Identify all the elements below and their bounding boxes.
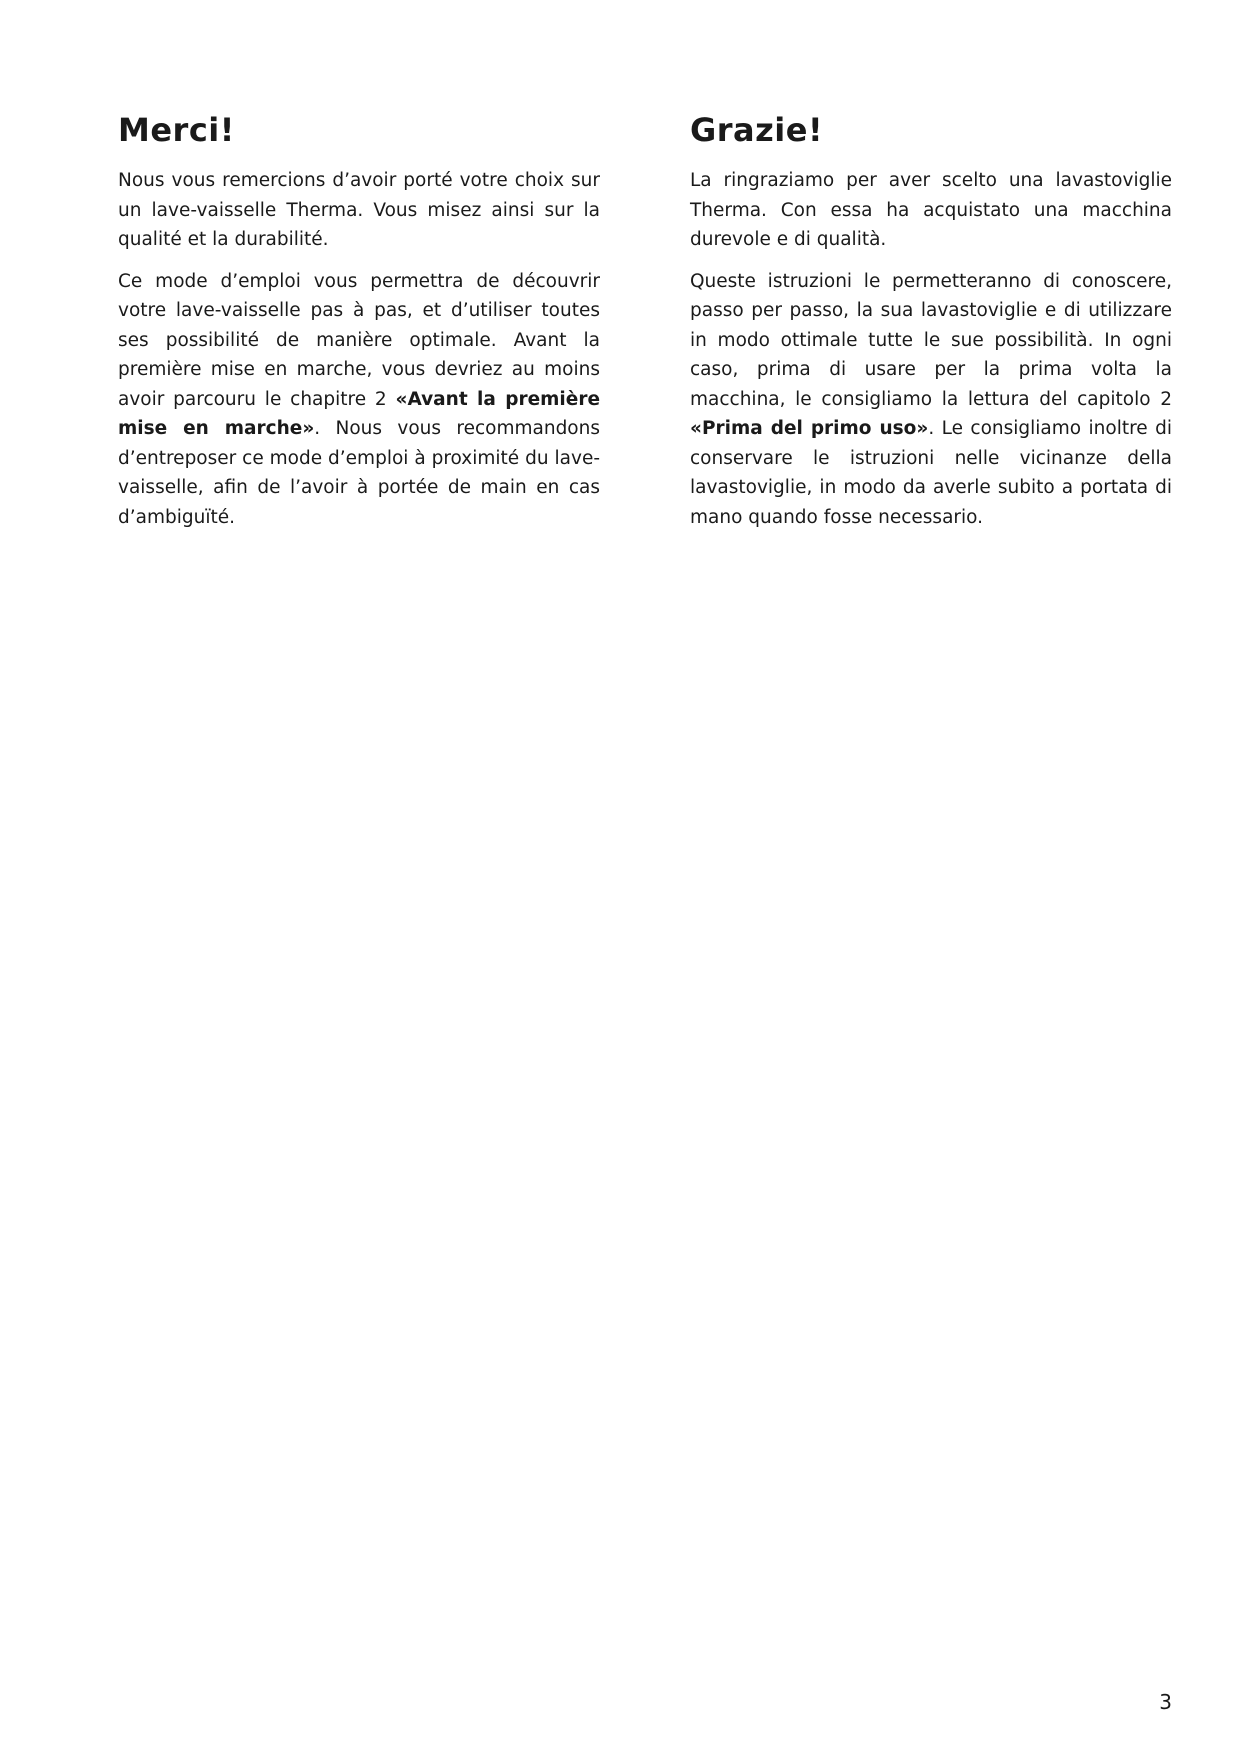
page-number: 3 (1159, 1690, 1172, 1714)
italian-paragraph-2 (690, 267, 1172, 533)
french-paragraph-2-text-start: Ce mode d’emploi vous permettra de découvrir votre lave-vaisselle pas à pas, et d’utiliser toutes ses possibilité de manière optimale. Avant la première mise en marche, vous devriez au moins avoir parcouru le chapitre 2 (118, 270, 600, 410)
italian-title: Grazie! (690, 111, 824, 149)
french-paragraph-2 (118, 267, 600, 533)
italian-paragraph-2-text-start: Queste istruzioni le permetteranno di conoscere, passo per passo, la sua lavastoviglie e di utilizzare in modo ottimale tutte le sue possibilità. In ogni caso, prima di usare per la prima volta la macchina, le consigliamo la lettura del capitolo 2 (690, 270, 1172, 410)
french-paragraph-2-text-end: . Nous vous recommandons d’entreposer ce mode d’emploi à proximité du lave-vaisselle, afin de l’avoir à portée de main en cas d’ambiguïté. (118, 418, 600, 528)
italian-paragraph-1: La ringraziamo per aver scelto una lavastoviglie Therma. Con essa ha acquistato una macchina durevole e di qualità. (690, 170, 1172, 250)
italian-column (690, 110, 1172, 544)
italian-chapter-reference: «Prima del primo uso» (690, 418, 929, 439)
italian-paragraph-2-text-end: . Le consigliamo inoltre di conservare le istruzioni nelle vicinanze della lavastoviglie, in modo da averle subito a portata di mano quando fosse necessario. (690, 418, 1172, 528)
french-paragraph-1: Nous vous remercions d’avoir porté votre choix sur un lave-vaisselle Therma. Vous misez ainsi sur la qualité et la durabilité. (118, 170, 600, 250)
french-title: Merci! (118, 111, 235, 149)
french-column (118, 110, 600, 544)
french-chapter-reference: «Avant la première mise en marche» (118, 388, 600, 439)
